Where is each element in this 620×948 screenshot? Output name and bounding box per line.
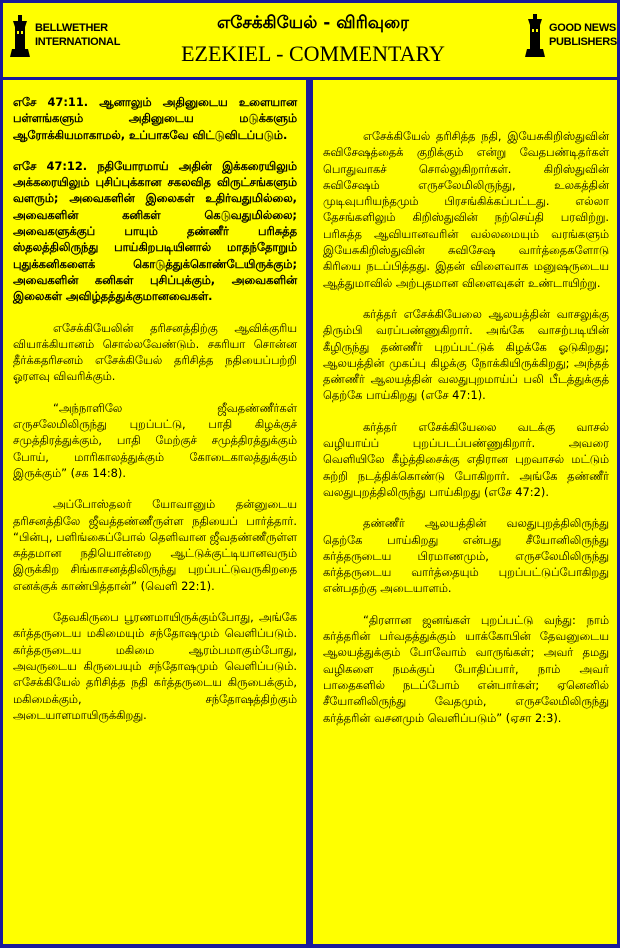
right-column	[313, 80, 617, 944]
commentary-paragraph: எசேக்கியேல் தரிசித்த நதி, இயேசுகிறிஸ்துவின் சுவிசேஷத்தைக் குறிக்கும் என்று வேதபண்டிதர்கள் பொதுவாகச் சொல்லுகிறார்கள். கிறிஸ்துவின் சுவிசேஷம் எருசலேமிலிருந்து, உலகத்தின் முடிவுபரியந்தமும் பிரசங்கிக்கப்பட்டது. எல்லா தேசங்களிலும் கிறிஸ்துவின் நற்செய்தி பரவிற்று. பரிசுத்த ஆவியானவரின் வல்லமையும் வரங்களும் இயேசுகிறிஸ்துவின் சுவிசேஷ வார்த்தைகளோடு கிரியை நடப்பித்தது. இதன் விளைவாக மனுஷருடைய ஆத்துமாவில் அற்புதமான விளைவுகள் உண்டாயிற்று.	[323, 129, 609, 290]
logo-line-1: BELLWETHER	[35, 22, 108, 34]
sheep-icon	[9, 13, 31, 59]
verse-47-12: எசே 47:12. நதியோரமாய் அதின் இக்கரையிலும் அக்கரையிலும் புசிப்புக்கான சகலவித விருட்சங்களும் வளரும்; அவைகளின் இலைகள் உதிர்வதுமில்லை, அவைகளின் கனிகள் கெடுவதுமில்லை; அவைகளுக்குப் பாயும் தண்ணீர் பரிசுத்த ஸ்தலத்திலிருந்து பாய்கிறபடியினால் மாதந்தோறும் புதுக்கனிகளைக் கொடுத்துக்கொண்டேயிருக்கும்; அவைகளின் கனிகள் புசிப்புக்கும், அவைகளின் இலைகள் அவிழ்தத்துக்குமானவைகள்.	[13, 158, 297, 304]
commentary-paragraph: தேவகிருபை பூரணமாயிருக்கும்போது, அங்கே கர்த்தருடைய மகிமையும் சந்தோஷமும் வெளிப்படும். கர்த்தருடைய மகிமை ஆரம்பமாகும்போது, அவருடைய கிருபையும் சந்தோஷமும் வெளிப்படும். எசேக்கியேல் தரிசித்த நதி கர்த்தருடைய கிருபைக்கும், மகிமைக்கும், சந்தோஷத்திற்கும் அடையாளமாயிருக்கிறது.	[13, 610, 297, 722]
quote-paragraph: “அந்நாளிலே ஜீவதண்ணீர்கள் எருசலேமிலிருந்து புறப்பட்டு, பாதி கிழக்குச் சமுத்திரத்துக்கும், பாதி மேற்குச் சமுத்திரத்துக்கும் போய், மாரிகாலத்துக்கும் கோடைகாலத்துக்கும் இருக்கும்” (சக 14:8).	[13, 400, 297, 480]
commentary-paragraph: எசேக்கியேலின் தரிசனத்திற்கு ஆவிக்குரிய வியாக்கியானம் சொல்லவேண்டும். சகரியா சொன்ன தீர்க்கதரிசனம் எசேக்கியேல் தரிசித்த நதியைப்பற்றி ஓரளவு விவரிக்கும்.	[13, 320, 297, 384]
verse-47-11: எசே 47:11. ஆனாலும் அதினுடைய உளையான பள்ளங்களும் அதினுடைய மடுக்களும் ஆரோக்கியமாகாமல், உப்பாகவே விட்டுவிடப்படும்.	[13, 95, 297, 142]
commentary-paragraph: அப்போஸ்தலர் யோவானும் தன்னுடைய தரிசனத்திலே ஜீவத்தண்ணீருள்ள நதியைப் பார்த்தார். “பின்பு, பளிங்கைப்போல் தெளிவான ஜீவதண்ணீருள்ள சுத்தமான நதியொன்றை ஆட்டுக்குட்டியானவரும் இருக்கிற சிங்காசனத்திலிருந்து புறப்பட்டுவருகிறதை எனக்குக் காண்பித்தான்” (வெளி 22:1).	[13, 497, 298, 593]
quote-paragraph: “திரளான ஜனங்கள் புறப்பட்டு வந்து: நாம் கர்த்தரின் பர்வதத்துக்கும் யாக்கோபின் தேவனுடைய ஆலயத்துக்கும் போவோம் வாருங்கள்; அவர் தமது வழிகளை நமக்குப் போதிப்பார், நாம் அவர் பாதைகளில் நடப்போம் என்பார்கள்; ஏனெனில் சீயோனிலிருந்து வேதமும், எருசலேமிலிருந்து கர்த்தரின் வசனமும் வெளிப்படும்” (ஏசா 2:3).	[323, 612, 609, 725]
page-header	[3, 3, 617, 77]
logo-line-2: PUBLISHERS	[549, 36, 617, 48]
logo-line-1: GOOD NEWS	[549, 22, 616, 34]
tower-icon	[525, 13, 545, 59]
bellwether-logo	[9, 11, 121, 67]
title-tamil: எசேக்கியேல் - விரிவுரை	[217, 13, 409, 33]
logo-text	[549, 21, 617, 49]
commentary-paragraph: தண்ணீர் ஆலயத்தின் வலதுபுறத்திலிருந்து தெற்கே பாய்கிறது என்பது சீயோனிலிருந்து கர்த்தருடைய பிரமாணமும், எருசலேமிலிருந்து கர்த்தருடைய வார்த்தையும் புறப்பட்டுப்போகிறது என்பதற்கு அடையாளம்.	[323, 516, 609, 596]
logo-line-2: INTERNATIONAL	[35, 36, 121, 48]
good-news-logo	[525, 11, 617, 67]
left-column	[3, 80, 306, 944]
commentary-paragraph: கர்த்தர் எசேக்கியேலை ஆலயத்தின் வாசலுக்கு திரும்பி வரப்பண்ணுகிறார். அங்கே வாசற்படியின் கீழிருந்து தண்ணீர் புறப்பட்டுக் கிழக்கே ஓடுகிறது; ஆலயத்தின் முகப்பு கிழக்கு நோக்கியிருக்கிறது; அந்தத் தண்ணீர் ஆலயத்தின் வலதுபுறமாய்ப் பலி பீடத்துக்குத் தெற்கே பாய்கிறது (எசே 47:1).	[323, 306, 609, 403]
commentary-paragraph: கர்த்தர் எசேக்கியேலை வடக்கு வாசல் வழியாய்ப் புறப்படப்பண்ணுகிறார். அவரை வெளியிலே கீழ்த்திசைக்கு எதிரான புறவாசல் மட்டும் சுற்றி நடத்திக்கொண்டு போகிறார். அங்கே தண்ணீர் வலதுபுறத்திலிருந்து பாய்கிறது (எசே 47:2).	[323, 419, 609, 499]
title-english: EZEKIEL - COMMENTARY	[181, 41, 445, 66]
